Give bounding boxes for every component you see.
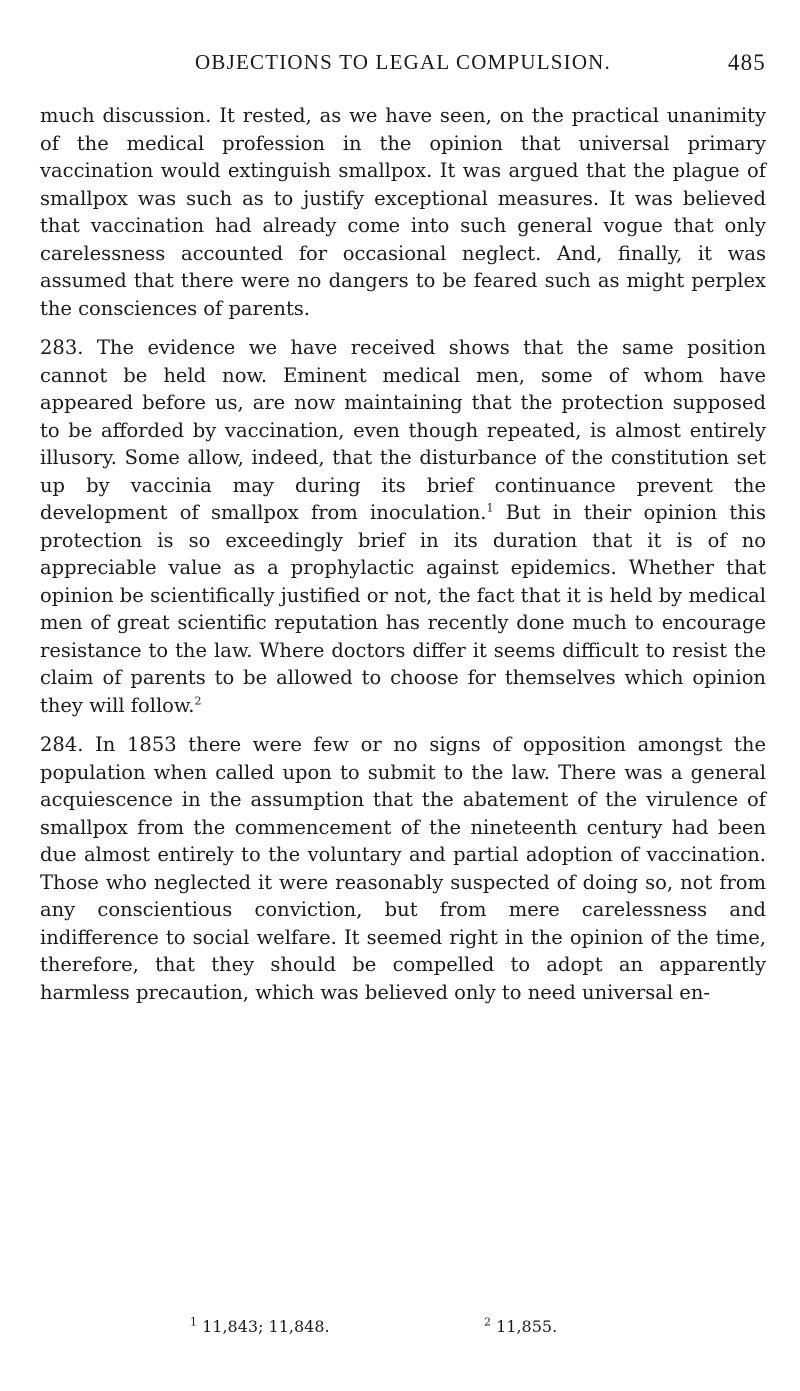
paragraph-283: [40, 334, 766, 719]
book-page: [40, 40, 766, 1360]
footnote-1: [190, 1317, 330, 1336]
footnote-text: 11,855.: [496, 1317, 558, 1336]
footnote-ref: 2: [194, 694, 202, 707]
running-title: OBJECTIONS TO LEGAL COMPULSION.: [195, 50, 611, 74]
paragraph-text: In 1853 there were few or no signs of opposition amongst the population when called upon to submit to the law. There was a general acquiescence in the assumption that the abatement of the virulence of smallpox from the commencement of the nineteenth century had been due almost entirely to the voluntary and partial adoption of vaccination. Those who neglected it were reasonably suspected of doing so, not from any conscientious conviction, but from mere carelessness and indifference to social welfare. It seemed right in the opinion of the time, therefore, that they should be compelled to adopt an apparently harmless precaution, which was believed only to need universal en-: [40, 733, 766, 1004]
paragraph-number: 284.: [40, 733, 84, 756]
footnote-text: 11,843; 11,848.: [202, 1317, 330, 1336]
paragraph-text: But in their opinion this protection is so exceedingly brief in its duration that it is of no appreciable value as a prophylactic against epidemics. Whether that opinion be scientifically justified or not, the fact that it is held by medical men of great scientific reputation has recently done much to encourage resistance to the law. Where doctors differ it seems difficult to resist the claim of parents to be allowed to choose for themselves which opinion they will follow.: [40, 501, 767, 717]
paragraph-284: [40, 731, 766, 1006]
paragraph-number: 283.: [40, 336, 84, 359]
footnote-marker: 1: [190, 1315, 197, 1329]
footnote-ref: 1: [486, 501, 494, 515]
paragraph-continuation: [40, 102, 766, 322]
paragraph-text: much discussion. It rested, as we have seen, on the practical unanimity of the medical profession in the opinion that universal primary vaccination would extinguish smallpox. It was argued that the plague of smallpox was such as to justify exceptional measures. It was believed that vaccination had already come into such general vogue that only carelessness accounted for occasional neglect. And, finally, it was assumed that there were no dangers to be feared such as might perplex the consciences of parents.: [40, 104, 766, 320]
running-head: [40, 40, 766, 80]
page-number: 485: [727, 50, 766, 75]
paragraph-text: The evidence we have received shows that the same position cannot be held now. Eminent medical men, some of whom have appeared before us, are now maintaining that the protection supposed to be afforded by vaccination, even though repeated, is almost entirely illusory. Some allow, indeed, that the disturbance of the constitution set up by vaccinia may during its brief continuance prevent the development of smallpox from inoculation.: [40, 336, 766, 524]
footnote-marker: 2: [484, 1315, 491, 1329]
body-text: [40, 102, 766, 1006]
footnote-2: [484, 1317, 557, 1336]
